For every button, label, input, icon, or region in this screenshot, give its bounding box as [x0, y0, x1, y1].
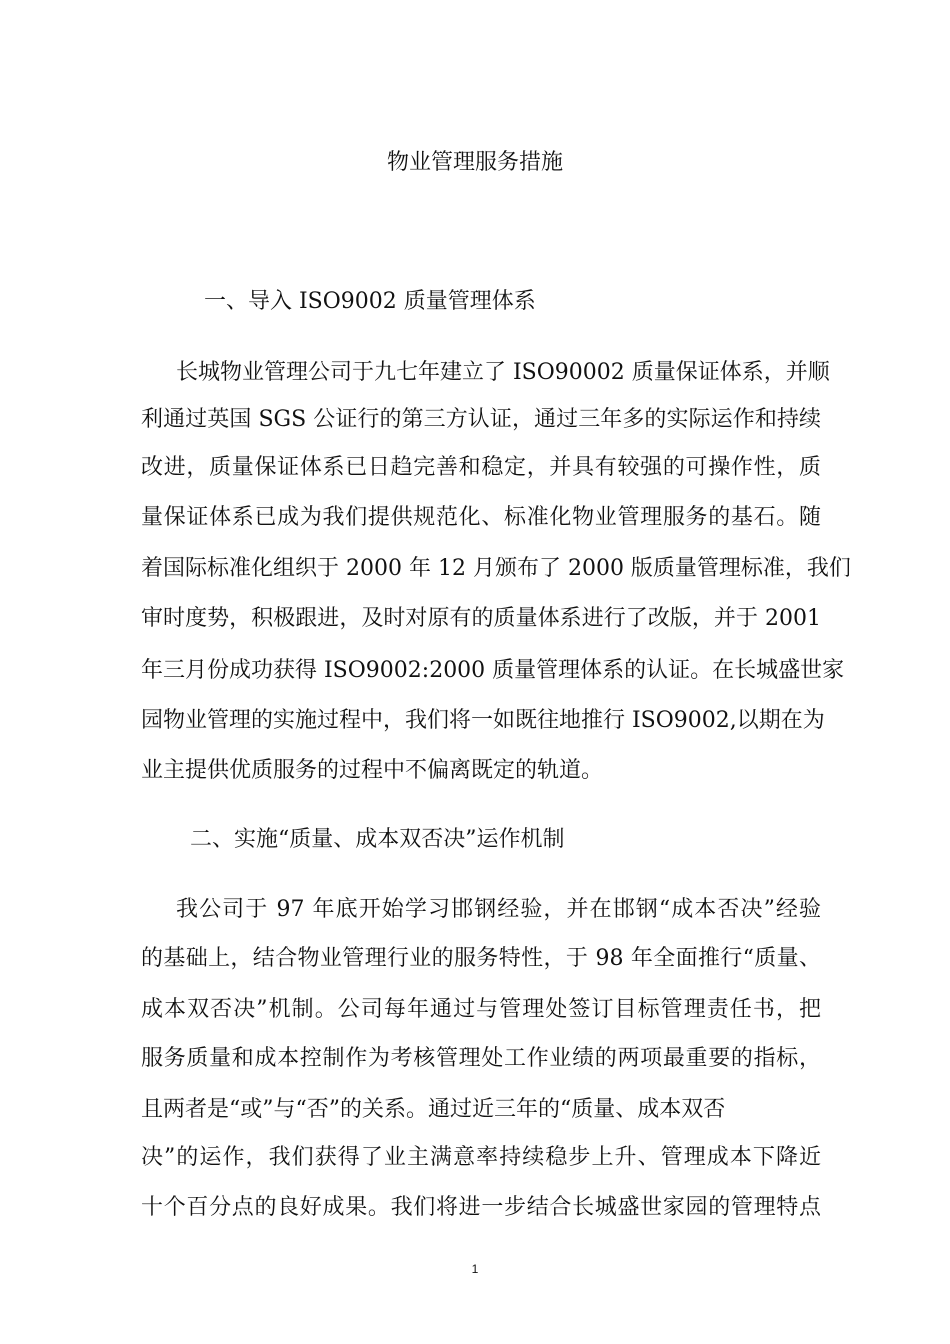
paragraph-2-line-3: 成本双否决”机制。公司每年通过与管理处签订目标管理责任书，把 — [141, 997, 821, 1022]
paragraph-1-line-2: 利通过英国 SGS 公证行的第三方认证，通过三年多的实际运作和持续 — [141, 407, 821, 432]
paragraph-2-line-5: 且两者是“或”与“否”的关系。通过近三年的“质量、成本双否 — [141, 1097, 726, 1122]
paragraph-1-line-4: 量保证体系已成为我们提供规范化、标准化物业管理服务的基石。随 — [141, 505, 821, 530]
paragraph-2-line-2: 的基础上，结合物业管理行业的服务特性，于 98 年全面推行“质量、 — [141, 946, 821, 971]
section-heading-2: 二、实施“质量、成本双否决”运作机制 — [190, 827, 565, 852]
paragraph-1-line-6: 审时度势，积极跟进，及时对原有的质量体系进行了改版，并于 2001 — [141, 606, 821, 631]
page-number: 1 — [471, 1262, 479, 1276]
paragraph-2-line-1: 我公司于 97 年底开始学习邯钢经验，并在邯钢“成本否决”经验 — [176, 897, 821, 922]
document-title: 物业管理服务措施 — [386, 150, 563, 175]
paragraph-2-line-4: 服务质量和成本控制作为考核管理处工作业绩的两项最重要的指标， — [141, 1046, 821, 1071]
paragraph-2-line-7: 十个百分点的良好成果。我们将进一步结合长城盛世家园的管理特点 — [141, 1195, 821, 1220]
paragraph-1-line-7: 年三月份成功获得 ISO9002:2000 质量管理体系的认证。在长城盛世家 — [141, 658, 845, 683]
paragraph-1-line-9: 业主提供优质服务的过程中不偏离既定的轨道。 — [141, 758, 604, 783]
paragraph-1-line-3: 改进，质量保证体系已日趋完善和稳定，并具有较强的可操作性，质 — [141, 455, 821, 480]
paragraph-1-line-1: 长城物业管理公司于九七年建立了 ISO90002 质量保证体系，并顺 — [176, 360, 830, 385]
paragraph-2-line-6: 决”的运作，我们获得了业主满意率持续稳步上升、管理成本下降近 — [141, 1145, 821, 1170]
paragraph-1-line-8: 园物业管理的实施过程中，我们将一如既往地推行 ISO9002,以期在为 — [141, 708, 825, 733]
section-heading-1: 一、导入 ISO9002 质量管理体系 — [204, 289, 536, 314]
paragraph-1-line-5: 着国际标准化组织于 2000 年 12 月颁布了 2000 版质量管理标准，我们 — [141, 556, 851, 581]
